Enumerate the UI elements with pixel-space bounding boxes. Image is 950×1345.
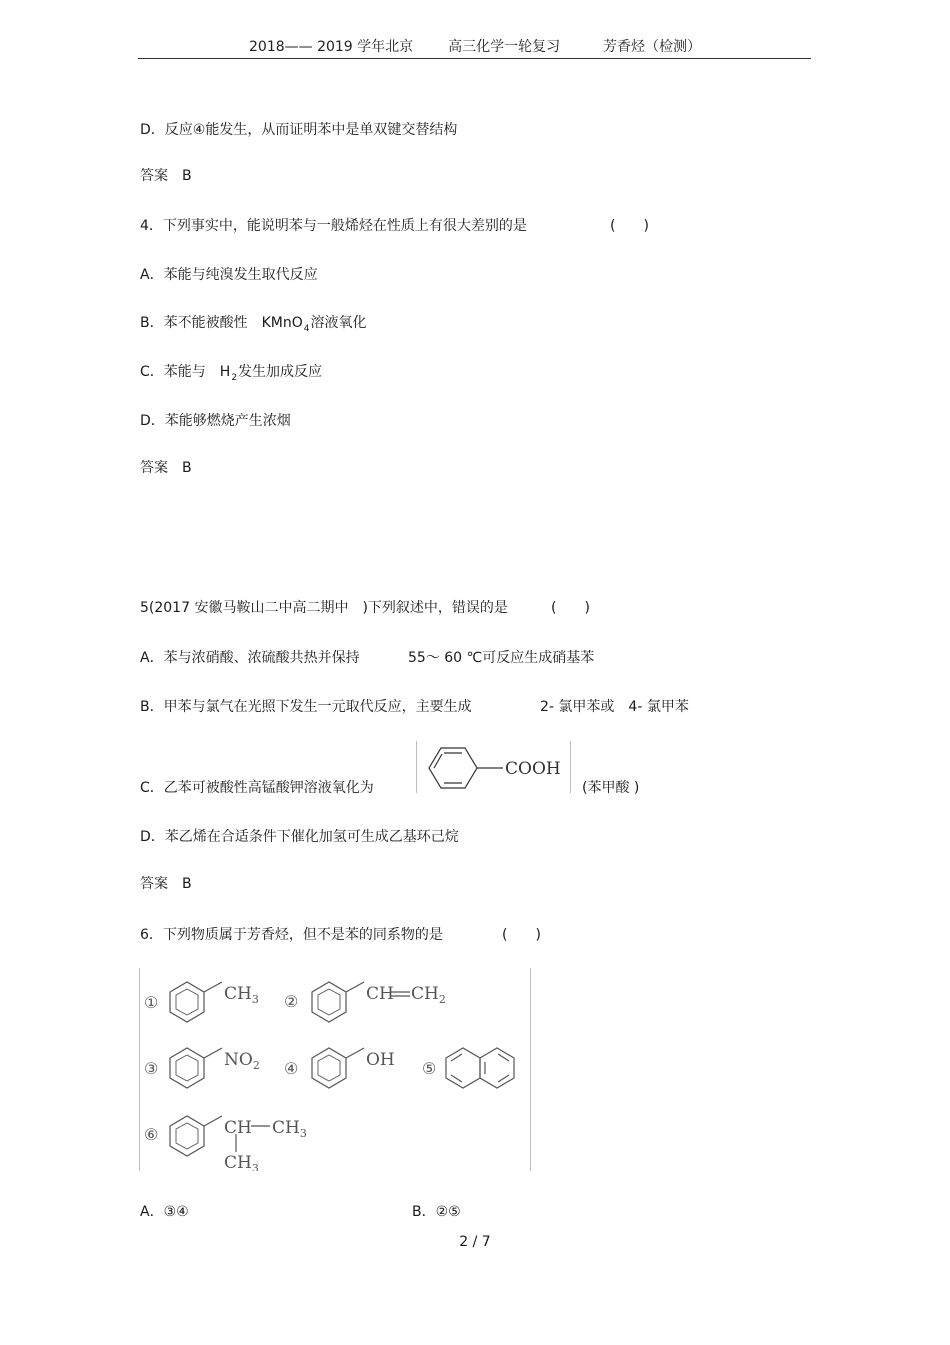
structure-6-ch3-down: $CH_3$	[224, 1153, 259, 1171]
structure-5-number: ⑤	[422, 1059, 437, 1078]
q5-answer: 答案 B	[140, 876, 192, 892]
q5-option-a-text: A．苯与浓硝酸、浓硫酸共热并保持	[140, 650, 360, 666]
q4-paren: ( )	[610, 218, 649, 234]
styrene-ring-icon	[312, 982, 410, 1022]
q6-paren: ( )	[502, 927, 541, 943]
phenol-ring-icon	[312, 1048, 364, 1088]
structure-2-number: ②	[284, 992, 299, 1011]
header-part2: 高三化学一轮复习	[448, 39, 561, 55]
q4-option-c-text-end: 发生加成反应	[238, 364, 323, 380]
q4-option-b-text: B．苯不能被酸性 KMnO	[140, 315, 303, 331]
structure-3-group: $NO_2$	[224, 1050, 260, 1072]
page-number: 2 / 7	[459, 1234, 491, 1250]
header-part3: 芳香烃（检测）	[602, 39, 701, 55]
q6-structures	[140, 968, 530, 1171]
q3-answer: 答案 B	[140, 168, 192, 184]
structure-2-group-ch: CH	[366, 984, 394, 1004]
q6-structures-figure	[139, 968, 531, 1171]
q5-option-c-name: (苯甲酸 )	[582, 780, 640, 796]
q4-answer: 答案 B	[140, 460, 192, 476]
page-header	[0, 36, 950, 56]
q4-option-d: D．苯能够燃烧产生浓烟	[140, 413, 291, 429]
structure-2-group-ch2: $CH_2$	[411, 984, 446, 1006]
q5-option-a	[140, 649, 360, 667]
structure-4-number: ④	[284, 1059, 299, 1078]
structure-1-group: $CH_3$	[224, 984, 259, 1006]
structure-1-number: ①	[144, 993, 159, 1012]
q6-option-b: B．②⑤	[412, 1204, 461, 1220]
header-rule	[138, 58, 811, 59]
structure-4-group: OH	[366, 1050, 395, 1070]
q4-option-c	[140, 363, 322, 383]
q5-stem: 5(2017 安徽马鞍山二中高二期中 )下列叙述中，错误的是	[140, 600, 508, 616]
benzene-ring-icon	[429, 748, 477, 788]
structure-3-number: ③	[144, 1059, 159, 1078]
q5-paren: ( )	[551, 600, 590, 616]
benzoic-acid-figure	[416, 741, 571, 793]
q5-option-a-cond: 55～ 60 ℃可反应生成硝基苯	[408, 650, 595, 666]
header-part1: 2018—— 2019 学年北京	[249, 39, 414, 55]
benzoic-acid-structure	[417, 741, 570, 793]
structure-6-number: ⑥	[144, 1125, 159, 1144]
structure-6-ch: CH	[224, 1118, 252, 1138]
nitrobenzene-ring-icon	[170, 1048, 222, 1088]
toluene-ring-icon	[170, 982, 222, 1022]
q4-option-b-text-end: 溶液氧化	[310, 315, 367, 331]
structure-6-ch3-right: $CH_3$	[272, 1118, 307, 1140]
q3-option-d: D．反应④能发生，从而证明苯中是单双键交替结构	[140, 122, 458, 138]
q4-option-c-subscript: 2	[231, 373, 238, 383]
q4-stem: 4．下列事实中，能说明苯与一般烯烃在性质上有很大差别的是	[140, 218, 527, 234]
naphthalene-icon	[446, 1048, 514, 1088]
q4-option-c-text: C．苯能与 H	[140, 364, 231, 380]
q5-option-c: C．乙苯可被酸性高锰酸钾溶液氧化为	[140, 780, 374, 796]
q6-option-a: A．③④	[140, 1204, 189, 1220]
cooh-label: COOH	[505, 759, 561, 779]
q6-stem: 6．下列物质属于芳香烃，但不是苯的同系物的是	[140, 927, 443, 943]
q5-option-b: B．甲苯与氯气在光照下发生一元取代反应，主要生成	[140, 699, 472, 715]
cumene-ring-icon	[170, 1116, 270, 1156]
q4-option-b-subscript: 4	[303, 324, 310, 334]
q5-option-d: D．苯乙烯在合适条件下催化加氢可生成乙基环己烷	[140, 829, 459, 845]
q5-option-b-product: 2- 氯甲苯或 4- 氯甲苯	[540, 699, 689, 715]
q4-option-a: A．苯能与纯溴发生取代反应	[140, 267, 318, 283]
q4-option-b	[140, 314, 367, 334]
